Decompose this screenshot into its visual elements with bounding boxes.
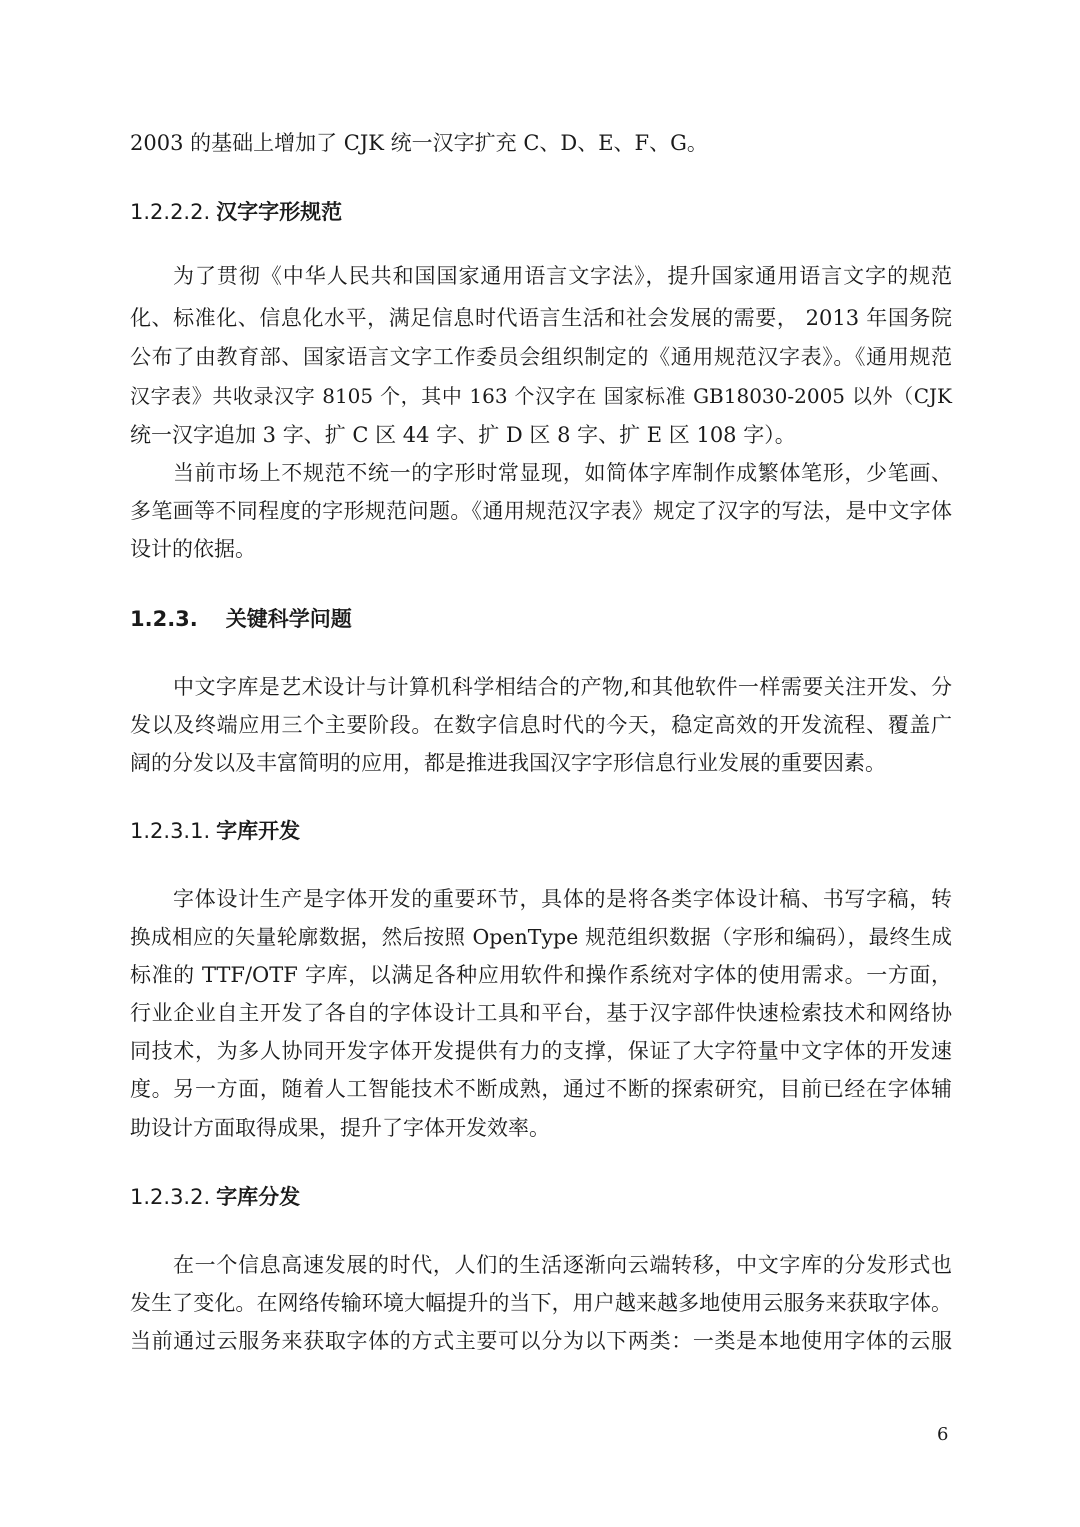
section-title: 字库开发 bbox=[216, 819, 301, 843]
body-text-line: 化、标准化、信息化水平，满足信息时代语言生活和社会发展的需要， 2013 年国务院 bbox=[130, 306, 952, 330]
body-text-line: 行业企业自主开发了各自的字体设计工具和平台，基于汉字部件快速检索技术和网络协 bbox=[130, 1001, 952, 1025]
body-text-line: 多笔画等不同程度的字形规范问题。《通用规范汉字表》规定了汉字的写法，是中文字体 bbox=[130, 499, 952, 523]
section-number: 1.2.3.1. bbox=[130, 819, 211, 843]
body-text-line: 统一汉字追加 3 字、扩 C 区 44 字、扩 D 区 8 字、扩 E 区 108 字）。 bbox=[130, 423, 796, 447]
body-text-line: 发以及终端应用三个主要阶段。在数字信息时代的今天，稳定高效的开发流程、覆盖广 bbox=[130, 713, 952, 737]
body-text-line: 标准的 TTF/OTF 字库，以满足各种应用软件和操作系统对字体的使用需求。一方面， bbox=[130, 963, 952, 987]
body-text-line: 为了贯彻《中华人民共和国国家通用语言文字法》，提升国家通用语言文字的规范 bbox=[173, 264, 952, 288]
section-heading-1-2-3 bbox=[130, 604, 352, 634]
body-text-line: 当前市场上不规范不统一的字形时常显现，如简体字库制作成繁体笔形，少笔画、 bbox=[173, 461, 952, 485]
section-heading-1-2-3-2 bbox=[130, 1182, 300, 1212]
body-text-line: 阔的分发以及丰富简明的应用，都是推进我国汉字字形信息行业发展的重要因素。 bbox=[130, 751, 886, 775]
section-heading-1-2-3-1 bbox=[130, 816, 300, 846]
section-title: 关键科学问题 bbox=[225, 607, 352, 631]
body-text-line: 当前通过云服务来获取字体的方式主要可以分为以下两类：一类是本地使用字体的云服 bbox=[130, 1329, 952, 1353]
body-text-line: 在一个信息高速发展的时代，人们的生活逐渐向云端转移，中文字库的分发形式也 bbox=[173, 1253, 952, 1277]
body-text-line: 换成相应的矢量轮廓数据，然后按照 OpenType 规范组织数据（字形和编码），最终生成 bbox=[130, 925, 952, 949]
body-text-line: 助设计方面取得成果，提升了字体开发效率。 bbox=[130, 1116, 550, 1140]
body-text-line: 字体设计生产是字体开发的重要环节，具体的是将各类字体设计稿、书写字稿，转 bbox=[173, 887, 952, 911]
section-title: 字库分发 bbox=[216, 1185, 301, 1209]
section-heading-1-2-2-2 bbox=[130, 197, 342, 227]
section-title: 汉字字形规范 bbox=[216, 200, 343, 224]
body-text-line: 发生了变化。在网络传输环境大幅提升的当下，用户越来越多地使用云服务来获取字体。 bbox=[130, 1291, 952, 1315]
body-text-line: 同技术，为多人协同开发字体开发提供有力的支撑，保证了大字符量中文字体的开发速 bbox=[130, 1039, 952, 1063]
body-text-line: 中文字库是艺术设计与计算机科学相结合的产物,和其他软件一样需要关注开发、分 bbox=[173, 675, 952, 699]
body-text-line: 设计的依据。 bbox=[130, 537, 256, 561]
section-number: 1.2.3. bbox=[130, 607, 198, 631]
section-number: 1.2.2.2. bbox=[130, 200, 211, 224]
body-text-line: 汉字表》共收录汉字 8105 个，其中 163 个汉字在 国家标准 GB18030-2005 以外（CJK bbox=[130, 384, 952, 408]
body-text-line: 公布了由教育部、国家语言文字工作委员会组织制定的《通用规范汉字表》。《通用规范 bbox=[130, 345, 952, 369]
page-number: 6 bbox=[937, 1424, 949, 1445]
section-number: 1.2.3.2. bbox=[130, 1185, 211, 1209]
body-text-line: 2003 的基础上增加了 CJK 统一汉字扩充 C、D、E、F、G。 bbox=[130, 131, 708, 155]
body-text-line: 度。另一方面，随着人工智能技术不断成熟，通过不断的探索研究，目前已经在字体辅 bbox=[130, 1077, 952, 1101]
